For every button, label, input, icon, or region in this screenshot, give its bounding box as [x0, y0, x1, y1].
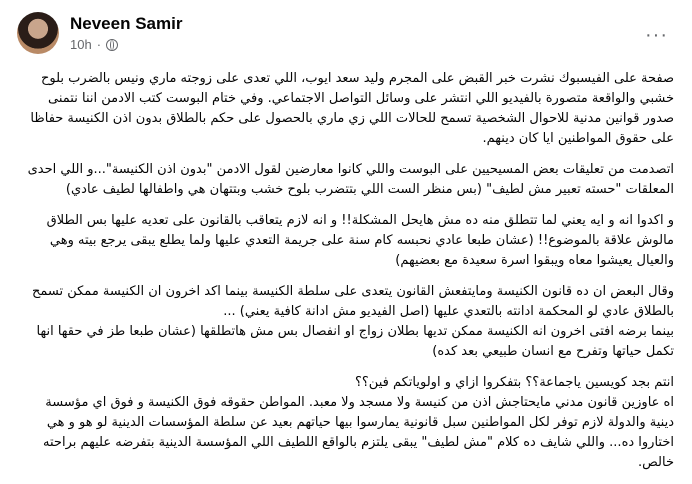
post-subline: [70, 37, 182, 52]
post-paragraph: صفحة على الفيسبوك نشرت خبر القبض على المجرم وليد سعد ايوب، اللي تعدى على زوجته ماري ونيس بالضرب بلوح خشبي والواقعة متصورة بالفيديو اللي انتشر على وسائل التواصل الاجتماعي. وفي ختام البوست كتب الادمن اننا نتمنى صدور قوانين مدنية للاحوال الشخصية تسمح للحالات اللي زي ماري بالحصول على حكم بالطلاق بدون اذن الكنيسة حفاظا على حقوق المواطنين ايا كان دينهم.: [30, 71, 674, 146]
avatar[interactable]: [17, 12, 59, 54]
post-paragraph: اتصدمت من تعليقات بعض المسيحيين على البوست واللي كانوا معارضين لقول الادمن "بدون اذن الكنيسة"...و اللي احدى المعلقات "حسته تعبير مش لطيف" (بس منظر الست اللي بتتضرب بلوح خشب وبتتهان هي واطفالها لطيف عادي): [27, 162, 674, 197]
post-paragraph: انتم بجد كويسين ياجماعة؟؟ بتفكروا ازاي و اولوياتكم فين؟؟ اه عاوزين قانون مدني مايحتاجش اذن من كنيسة ولا مسجد ولا معبد. المواطن حقوقه فوق الكنيسة و فوق اي مؤسسة دينية والدولة لازم توفر لكل المواطنين سبل قانونية يمارسوا بيها حياتهم بعيد عن سلطة المؤسسات الدينية لو هو و هي اختاروا ده... واللي شايف ده كلام "مش لطيف" يبقى يلتزم بالواقع اللطيف اللي المؤسسة الدينية بتفرضه عليهم براحته خالص.: [43, 375, 674, 470]
globe-icon: [106, 39, 118, 51]
separator-dot: ·: [96, 37, 102, 52]
post-header: [17, 11, 182, 55]
post-paragraph: و اكدوا انه و ايه يعني لما تتطلق منه ده مش هايحل المشكلة!! و انه لازم يتعاقب بالقانون على تعديه عليها بس الطلاق مالوش علاقة بالموضوع!! (عشان طبعا عادي نحبسه كام سنة على جريمة التعدي عليها ولما يطلع يبقى يرجع بيته وهي والعيال يعيشوا معاه ويبقوا اسرة سعيدة مع بعضيهم): [46, 213, 674, 268]
post-time[interactable]: 10h: [70, 37, 92, 52]
more-options-icon[interactable]: ···: [645, 24, 668, 46]
post-meta: [70, 14, 182, 52]
post-body: [18, 69, 674, 484]
post-paragraph: وقال البعض ان ده قانون الكنيسة ومايتفعش القانون يتعدى على سلطة الكنيسة بينما اكد اخرون ان الكنيسة ممكن تسمح بالطلاق عادي لو المحكمة ادانته بالتعدي عليها (اصل الفيديو مش ادانة كافية يعني) ... بينما برضه افتى اخرون انه الكنيسة ممكن تديها بطلان زواج او انفصال بس مش هاتطلقها (عشان طبعا طز في حقها انها تكمل حياتها وتفرح مع انسان طبيعي بعد كده): [31, 284, 674, 359]
author-name[interactable]: Neveen Samir: [70, 14, 183, 33]
